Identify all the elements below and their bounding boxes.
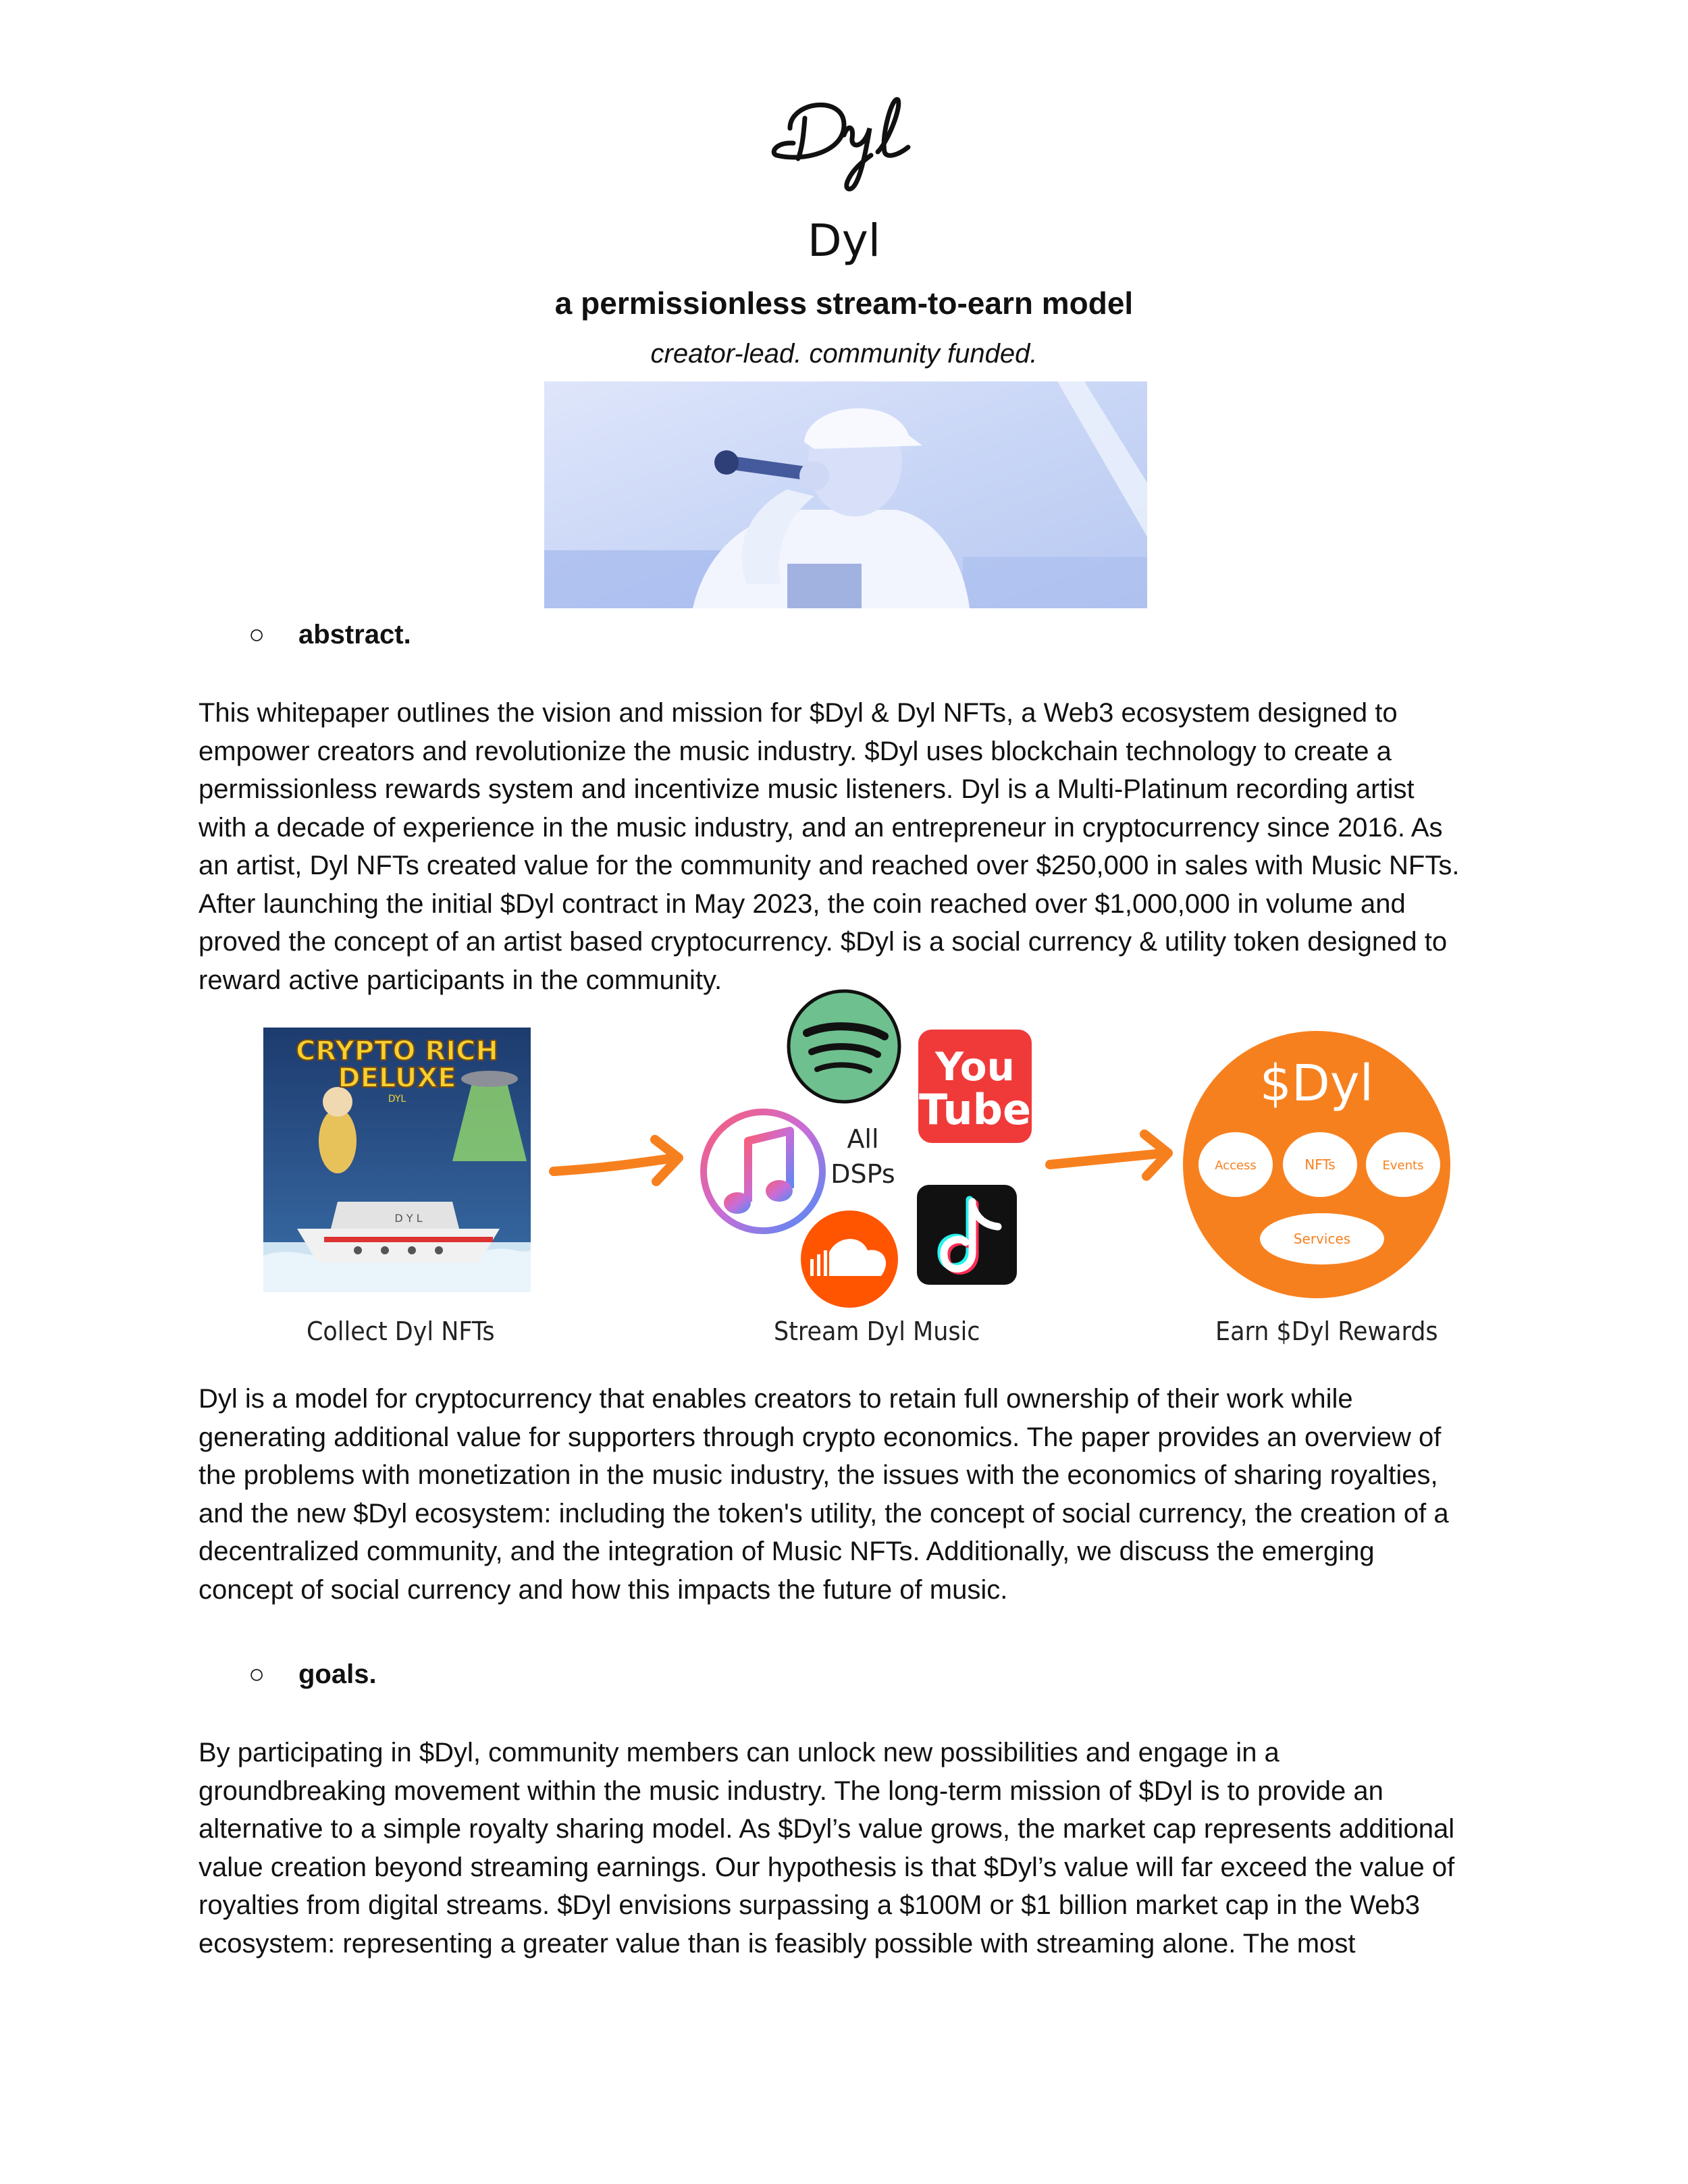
caption-collect: Collect Dyl NFTs bbox=[307, 1316, 495, 1346]
abstract-heading: abstract. bbox=[298, 620, 411, 649]
reward-item-nfts: NFTs bbox=[1304, 1156, 1336, 1173]
abstract-line: empower creators and revolutionize the music industry. $Dyl uses blockchain technology to create a bbox=[199, 736, 1392, 766]
document-subtitle: a permissionless stream-to-earn model bbox=[554, 286, 1134, 321]
model-line: Dyl is a model for cryptocurrency that enables creators to retain full ownership of their work while bbox=[199, 1384, 1353, 1414]
youtube-text-1: You bbox=[935, 1044, 1015, 1090]
abstract-line: an artist, Dyl NFTs created value for the community and reached over $250,000 in sales with Music NFTs. bbox=[199, 851, 1460, 880]
goals-line: groundbreaking movement within the music industry. The long-term mission of $Dyl is to provide an bbox=[199, 1776, 1383, 1806]
tiktok-icon bbox=[917, 1185, 1017, 1285]
goals-line: ecosystem: representing a greater value than is feasibly possible with streaming alone. The most bbox=[199, 1928, 1356, 1959]
soundcloud-icon bbox=[801, 1210, 898, 1308]
hero-photo bbox=[544, 381, 1147, 608]
youtube-icon bbox=[918, 1030, 1032, 1143]
reward-item-events: Events bbox=[1382, 1158, 1424, 1173]
spotify-icon bbox=[789, 991, 899, 1102]
abstract-paragraph bbox=[199, 694, 1502, 999]
bullet-icon: ○ bbox=[248, 1659, 265, 1689]
abstract-line: This whitepaper outlines the vision and mission for $Dyl & Dyl NFTs, a Web3 ecosystem designed to bbox=[199, 698, 1398, 728]
model-line: and the new $Dyl ecosystem: including the token's utility, the concept of social currency, the creation of a bbox=[199, 1498, 1449, 1528]
goals-paragraph bbox=[199, 1734, 1502, 1963]
abstract-line: permissionless rewards system and incentivize music listeners. Dyl is a Multi-Platinum recording artist bbox=[199, 774, 1415, 804]
model-line: decentralized community, and the integration of Music NFTs. Additionally, we discuss the emerging bbox=[199, 1537, 1375, 1566]
rewards-circle bbox=[1183, 1031, 1450, 1298]
goals-heading: goals. bbox=[298, 1659, 377, 1689]
document-tagline: creator-lead. community funded. bbox=[650, 339, 1038, 369]
youtube-text-2: Tube bbox=[918, 1085, 1032, 1134]
caption-earn: Earn $Dyl Rewards bbox=[1215, 1316, 1438, 1346]
arrow-icon bbox=[554, 1158, 675, 1171]
apple-music-icon bbox=[704, 1112, 822, 1231]
abstract-line: reward active participants in the community. bbox=[199, 965, 722, 995]
arrow-icon bbox=[1050, 1153, 1165, 1165]
abstract-line: with a decade of experience in the music industry, and an entrepreneur in cryptocurrency since 2016. As bbox=[199, 812, 1443, 843]
model-line: the problems with monetization in the music industry, the issues with the economics of sharing royalties, bbox=[199, 1460, 1438, 1490]
abstract-line: After launching the initial $Dyl contract in May 2023, the coin reached over $1,000,000 in volume and bbox=[199, 888, 1406, 919]
goals-line: By participating in $Dyl, community members can unlock new possibilities and engage in a bbox=[199, 1738, 1280, 1767]
dsp-label-line1: All bbox=[847, 1124, 879, 1154]
goals-line: value creation beyond streaming earnings. Our hypothesis is that $Dyl’s value will far exceed the value of bbox=[199, 1852, 1455, 1882]
album-tag: DYL bbox=[388, 1094, 406, 1104]
reward-item-access: Access bbox=[1215, 1158, 1257, 1173]
abstract-line: proved the concept of an artist based cryptocurrency. $Dyl is a social currency & utility token designed to bbox=[199, 927, 1448, 957]
album-title-line2: DELUXE bbox=[338, 1063, 456, 1094]
boat-text: D Y L bbox=[394, 1212, 423, 1225]
bullet-icon: ○ bbox=[248, 620, 265, 649]
goals-line: royalties from digital streams. $Dyl envisions surpassing a $100M or $1 billion market cap in the Web3 bbox=[199, 1890, 1420, 1920]
goals-line: alternative to a simple royalty sharing model. As $Dyl’s value grows, the market cap represents additional bbox=[199, 1814, 1455, 1844]
dyl-script-logo bbox=[763, 88, 925, 196]
model-line: generating additional value for supporters through crypto economics. The paper provides an overview of bbox=[199, 1422, 1442, 1452]
ecosystem-diagram bbox=[257, 986, 1472, 1364]
model-line: concept of social currency and how this impacts the future of music. bbox=[199, 1574, 1008, 1605]
model-paragraph bbox=[199, 1380, 1502, 1609]
caption-stream: Stream Dyl Music bbox=[774, 1316, 980, 1346]
document-title: Dyl bbox=[807, 215, 881, 267]
diagram-graphics bbox=[257, 986, 1472, 1310]
album-title-line1: CRYPTO RICH bbox=[296, 1036, 498, 1067]
dsp-label-line2: DSPs bbox=[830, 1159, 895, 1189]
album-cover bbox=[263, 1028, 531, 1292]
reward-item-services: Services bbox=[1293, 1231, 1351, 1247]
rewards-title: $Dyl bbox=[1259, 1055, 1374, 1113]
